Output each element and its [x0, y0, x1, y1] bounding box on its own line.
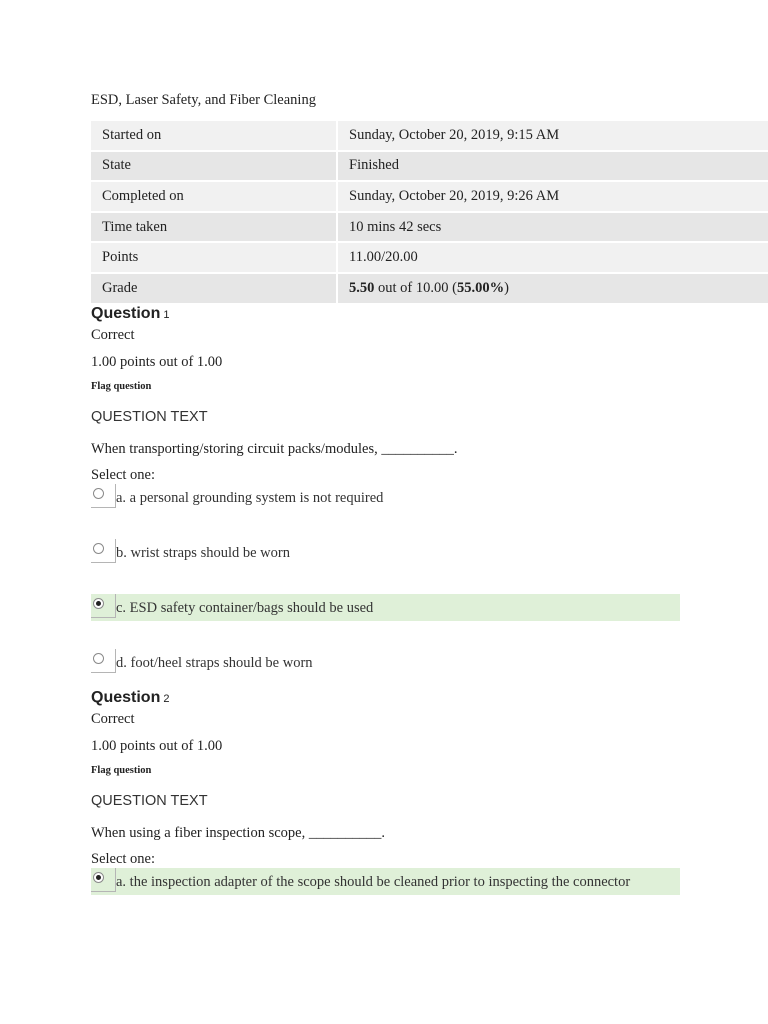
summary-row-grade [91, 273, 768, 304]
attempt-summary-table [91, 121, 768, 305]
radio-button[interactable] [93, 488, 104, 499]
summary-value: 10 mins 42 secs [337, 212, 768, 243]
question-grade: 1.00 points out of 1.00 [91, 354, 223, 370]
option-underline [91, 672, 115, 673]
summary-label: Points [91, 242, 337, 273]
radio-button-selected[interactable] [93, 598, 104, 609]
summary-label: Completed on [91, 181, 337, 212]
option-label: c. ESD safety container/bags should be used [116, 600, 374, 616]
grade-end: ) [504, 279, 509, 296]
radio-button-selected[interactable] [93, 872, 104, 883]
grade-label: Grade [91, 273, 337, 304]
question-heading: Question 1 [91, 305, 170, 322]
question-heading: Question 2 [91, 689, 170, 706]
summary-row [91, 242, 768, 273]
option-underline [91, 617, 115, 618]
question-state: Correct [91, 327, 135, 343]
question-2 [91, 689, 691, 895]
radio-button[interactable] [93, 543, 104, 554]
summary-value: Sunday, October 20, 2019, 9:15 AM [337, 121, 768, 151]
question-1 [91, 305, 691, 676]
option-label: b. wrist straps should be worn [116, 545, 290, 561]
summary-row [91, 212, 768, 243]
question-state: Correct [91, 711, 135, 727]
option-label: a. the inspection adapter of the scope should be cleaned prior to inspecting the connector [116, 874, 631, 890]
summary-row [91, 151, 768, 182]
summary-value: 11.00/20.00 [337, 242, 768, 273]
option-underline [91, 891, 115, 892]
option-label: d. foot/heel straps should be worn [116, 655, 313, 671]
flag-question-link[interactable]: Flag question [91, 381, 152, 392]
grade-score: 5.50 [349, 279, 375, 296]
option-underline [91, 562, 115, 563]
question-text-heading: QUESTION TEXT [91, 409, 208, 425]
answer-option-a[interactable] [91, 484, 680, 511]
grade-percent: 55.00% [456, 279, 505, 296]
radio-button[interactable] [93, 653, 104, 664]
summary-row [91, 121, 768, 151]
summary-row [91, 181, 768, 212]
summary-label: Started on [91, 121, 337, 151]
select-one-prompt: Select one: [91, 467, 156, 483]
question-grade: 1.00 points out of 1.00 [91, 738, 223, 754]
question-text-heading: QUESTION TEXT [91, 793, 208, 809]
answer-option-c[interactable] [91, 594, 680, 621]
answer-option-b[interactable] [91, 539, 680, 566]
question-text: When using a fiber inspection scope, __________. [91, 825, 385, 841]
summary-label: Time taken [91, 212, 337, 243]
summary-value: Finished [337, 151, 768, 182]
summary-value: Sunday, October 20, 2019, 9:26 AM [337, 181, 768, 212]
question-text: When transporting/storing circuit packs/modules, __________. [91, 441, 458, 457]
grade-mid: out of 10.00 ( [374, 279, 457, 296]
quiz-title: ESD, Laser Safety, and Fiber Cleaning [91, 92, 316, 108]
summary-label: State [91, 151, 337, 182]
answer-option-a[interactable] [91, 868, 680, 895]
option-underline [91, 507, 115, 508]
answer-option-d[interactable] [91, 649, 680, 676]
flag-question-link[interactable]: Flag question [91, 765, 152, 776]
question-number: 2 [163, 693, 170, 705]
option-label: a. a personal grounding system is not required [116, 490, 384, 506]
grade-value [337, 273, 768, 304]
question-number: 1 [163, 309, 170, 321]
select-one-prompt: Select one: [91, 851, 156, 867]
